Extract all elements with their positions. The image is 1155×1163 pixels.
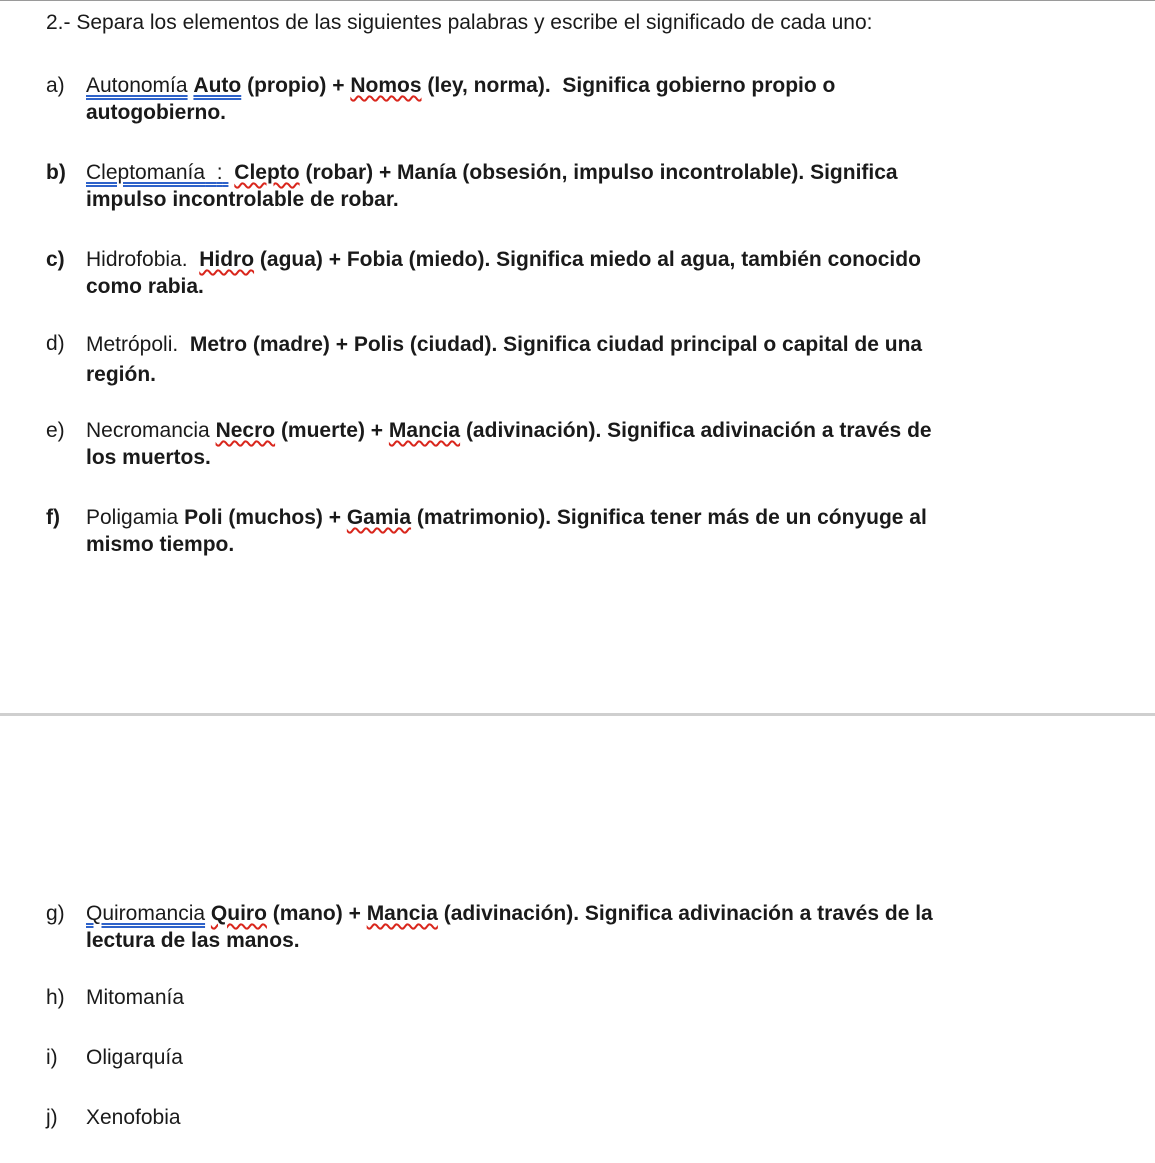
root-2[interactable]: Gamia — [346, 506, 412, 529]
item-word: Poligamia — [86, 506, 179, 529]
item-marker: g) — [46, 902, 65, 925]
meaning-2: (adivinación). Significa adivinación a través de — [465, 419, 932, 442]
list-item-b — [46, 159, 1126, 213]
item-marker: j) — [46, 1106, 58, 1129]
item-marker: e) — [46, 419, 65, 442]
list-item-j — [46, 1104, 1126, 1131]
meaning-1: (muerte) + — [280, 419, 384, 442]
item-word: Mitomanía — [86, 986, 185, 1009]
root-2[interactable]: Mancia — [366, 902, 438, 925]
list-item-f — [46, 504, 1126, 558]
definition-continuation: como rabia. — [86, 275, 204, 298]
root-2[interactable]: Mancia — [388, 419, 461, 442]
item-word: Hidrofobia. — [86, 248, 188, 271]
root-1[interactable]: Auto — [193, 74, 242, 97]
definition-continuation: lectura de las manos. — [86, 929, 300, 952]
list-item-a — [46, 72, 1126, 126]
item-marker: i) — [46, 1046, 58, 1069]
item-marker: b) — [46, 161, 66, 184]
item-marker: a) — [46, 74, 65, 97]
exercise-heading: 2.- Separa los elementos de las siguientes palabras y escribe el significado de cada uno: — [46, 11, 873, 34]
item-word: Xenofobia — [86, 1106, 181, 1129]
item-marker: d) — [46, 332, 65, 355]
meaning-2: (adivinación). Significa adivinación a través de la — [443, 902, 933, 925]
item-word[interactable]: Autonomía — [86, 74, 188, 97]
list-item-c — [46, 246, 1126, 300]
meaning-1: (robar) + Manía (obsesión, impulso incontrolable). Significa — [305, 161, 898, 184]
meaning-1: (mano) + — [272, 902, 361, 925]
meaning-1: (propio) + — [247, 74, 345, 97]
root-1[interactable]: Quiro — [210, 902, 267, 925]
separator: : — [216, 161, 223, 184]
root-1[interactable]: Necro — [215, 419, 276, 442]
item-marker: f) — [46, 506, 60, 529]
meaning-2: (matrimonio). Significa tener más de un cónyuge al — [416, 506, 927, 529]
definition-continuation: los muertos. — [86, 446, 211, 469]
item-word[interactable]: Quiromancia — [86, 902, 206, 925]
list-item-d — [46, 330, 1126, 390]
list-item-g — [46, 900, 1126, 954]
item-word: Metrópoli. — [86, 333, 179, 356]
root-2[interactable]: Nomos — [350, 74, 422, 97]
list-item-h — [46, 984, 1126, 1011]
item-word[interactable]: Cleptomanía — [86, 161, 206, 184]
item-marker: h) — [46, 986, 65, 1009]
root-1[interactable]: Clepto — [234, 161, 300, 184]
item-word: Necromancia — [86, 419, 210, 442]
prefix-meaning: Poli (muchos) + — [184, 506, 341, 529]
meaning-2: (ley, norma). — [427, 74, 551, 97]
item-marker: c) — [46, 248, 65, 271]
definition-continuation: impulso incontrolable de robar. — [86, 188, 399, 211]
list-item-e — [46, 417, 1126, 471]
definition: Metro (madre) + Polis (ciudad). Significa ciudad principal o capital de una — [189, 333, 923, 356]
meaning-1: (agua) + Fobia (miedo). Significa miedo al agua, también conocido — [259, 248, 921, 271]
list-item-i — [46, 1044, 1126, 1071]
definition: Significa gobierno propio o — [562, 74, 836, 97]
top-border — [0, 0, 1155, 1]
definition-continuation: autogobierno. — [86, 101, 226, 124]
definition-continuation: región. — [86, 363, 157, 386]
root-1[interactable]: Hidro — [199, 248, 255, 271]
definition-continuation: mismo tiempo. — [86, 533, 235, 556]
page-break-divider — [0, 713, 1155, 716]
item-word: Oligarquía — [86, 1046, 183, 1069]
